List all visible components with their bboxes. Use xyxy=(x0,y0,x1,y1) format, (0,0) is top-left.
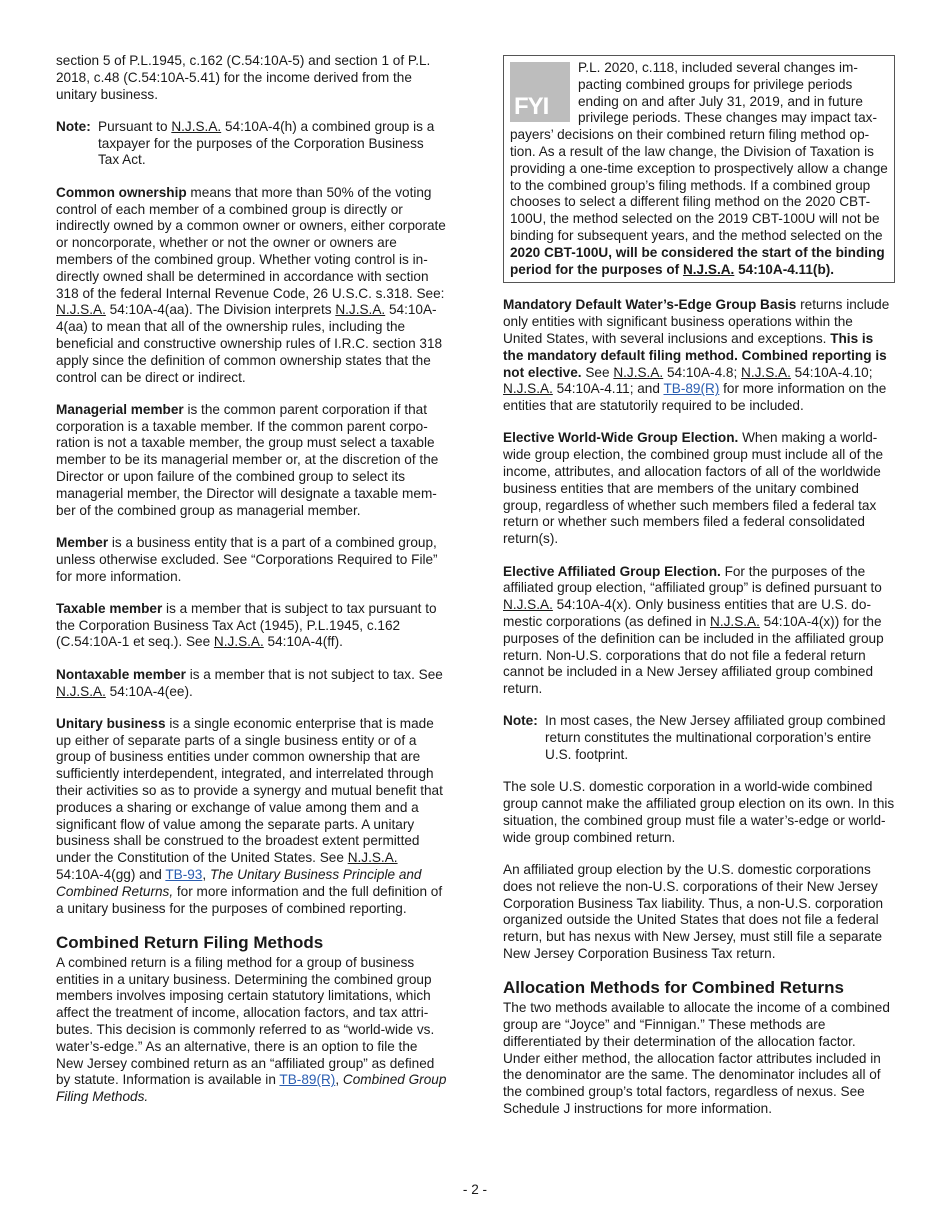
term-waters-edge: Mandatory Default Water’s-Edge Group Basis xyxy=(503,297,797,313)
definition-text: 54:10A-4(ee). xyxy=(105,683,193,699)
njsa-ref: N.J.S.A. xyxy=(503,381,553,397)
definition-text: For the purposes of the affiliated group election, “affiliated group” is defined pursuant to xyxy=(503,563,882,596)
term-taxable-member: Taxable member xyxy=(56,600,163,616)
definition-common-ownership xyxy=(56,185,448,387)
tb-89r-link[interactable]: TB-89(R) xyxy=(279,1072,336,1088)
definition-text: for more information and the full definition of a unitary business for the purposes of combined reporting. xyxy=(56,883,443,916)
definition-affiliated-election xyxy=(503,564,895,698)
filing-methods-paragraph xyxy=(56,955,448,1106)
term-member: Member xyxy=(56,534,109,550)
njsa-ref: N.J.S.A. xyxy=(56,683,106,699)
njsa-ref: N.J.S.A. xyxy=(335,302,386,318)
definition-text: 54:10A-4(aa). The Division interprets xyxy=(105,302,336,318)
fyi-badge-label: FYI xyxy=(514,93,549,120)
definition-unitary-business xyxy=(56,716,448,918)
definition-text: 54:10A-4.10; xyxy=(790,364,873,380)
definition-taxable-member xyxy=(56,601,448,651)
heading-combined-return-filing-methods: Combined Return Filing Methods xyxy=(56,932,324,952)
note-text-part: 54:10A-4(h) a combined group is a taxpayer for the purposes of the Corporation Business Tax Act. xyxy=(98,118,435,168)
definition-text: returns include only entities with significant business operations within the United States, with several inclusions and exceptions. xyxy=(503,297,890,346)
definition-text: 54:10A-4(x)) for the purposes of the definition can be included in the affiliated group return. Non-U.S. corporations that do not file a federal return cannot be included in a New Jersey affiliated group combined return. xyxy=(503,613,884,697)
definition-text: is a business entity that is a part of a combined group, unless otherwise excluded. See “Corporations Required to File” for more information. xyxy=(56,534,438,584)
definition-waters-edge xyxy=(503,297,895,415)
publication-title: The Unitary Business Principle and Combined Returns, xyxy=(56,866,422,899)
note-affiliated-group xyxy=(503,713,895,763)
njsa-ref: N.J.S.A. xyxy=(56,302,106,318)
page-number: - 2 - xyxy=(462,1182,488,1197)
term-world-wide-election: Elective World-Wide Group Election. xyxy=(503,430,739,446)
fyi-bold-text: 2020 CBT-100U, will be considered the start of the binding period for the purposes of xyxy=(510,244,885,277)
note-text: In most cases, the New Jersey affiliated group combined return constitutes the multinational corporation’s entire U.S. footprint. xyxy=(545,713,886,762)
definition-text: , xyxy=(202,866,210,882)
note-label: Note: xyxy=(503,713,538,729)
definition-text: means that more than 50% of the voting control of each member of a combined group is directly or indirectly owned by a common owner or owners, either corporate or noncorporate, whether or not the owner or owners are members of the combined group. Whether voting control is indirectly owned shall be determined in accordance with section 318 of the federal Internal Revenue Code, 26 U.S.C. s.318. See: xyxy=(56,184,446,301)
right-column xyxy=(503,53,895,1133)
note-combined-group xyxy=(56,119,448,169)
term-common-ownership: Common ownership xyxy=(56,184,187,200)
definition-text: 54:10A-4(gg) and xyxy=(56,866,166,882)
tb-93-link[interactable]: TB-93 xyxy=(165,866,203,882)
fyi-text-part: P.L. 2020, c.118, included several changes impacting combined groups for privilege periods ending on and after July 31, 2019, and in future privilege periods. These changes may impact taxpayers’ decisions on their combined return filing method option. As a result of the law change, the Division of Taxation is providing a one-time exception to prospectively allow a change to the combined group’s filing methods. If a combined group chooses to select a different filing method on the 2020 CBT-100U, the method selected on the 2019 CBT-100U will not be binding for subsequent years, and the method selected on the xyxy=(510,60,888,243)
njsa-ref: N.J.S.A. xyxy=(213,634,264,650)
left-column xyxy=(56,53,448,1122)
term-unitary-business: Unitary business xyxy=(56,715,166,731)
publication-title: Combined Group Filing Methods. xyxy=(56,1072,447,1105)
term-managerial-member: Managerial member xyxy=(56,401,184,417)
definition-text: is a single economic enterprise that is made up either of separate parts of a single business entity or of a group of business entities under common ownership that are sufficiently interdependent, integrated, and interrelated through their activities so as to provide a synergy and mutual benefit that produces a sharing or exchange of value among them and a significant flow of value among the separate parts. A unitary business shall be construed to the broadest extent permitted under the Constitution of the United States. See xyxy=(56,715,443,866)
definition-text: for more information on the entities that are statutorily required to be included. xyxy=(503,381,887,414)
definition-text: is a member that is not subject to tax. See xyxy=(185,666,443,682)
note-text-part: Pursuant to xyxy=(98,118,172,134)
heading-allocation-methods: Allocation Methods for Combined Returns xyxy=(503,978,844,998)
definition-text: 54:10A-4(aa) to mean that all of the ownership rules, including the beneficial and constructive ownership rules of I.R.C. section 318 apply since the definition of common ownership states that the control can be direct or indirect. xyxy=(56,302,443,385)
term-nontaxable-member: Nontaxable member xyxy=(56,666,186,682)
definition-nontaxable-member xyxy=(56,667,448,701)
fyi-badge-icon xyxy=(510,62,570,122)
definition-member xyxy=(56,535,448,585)
definition-world-wide-election xyxy=(503,430,895,548)
affiliated-election-paragraph: An affiliated group election by the U.S. domestic corporations does not relieve the non-U.S. corporations of their New Jersey Corporation Business Tax liability. Thus, a non-U.S. corporation organized outside the United States that does not file a federal return, but has nexus with New Jersey, must still file a separate New Jersey Corporation Business Tax return. xyxy=(503,861,884,961)
definition-text: When making a worldwide group election, the combined group must include all of the income, attributes, and allocation factors of all of the worldwide business entities that are members of the unitary combined group, regardless of whether such members filed a federal tax return or whether such members filed a federal consolidated return(s). xyxy=(503,430,884,547)
note-label: Note: xyxy=(56,118,91,134)
njsa-ref: N.J.S.A. xyxy=(682,261,735,277)
tb-89r-link[interactable]: TB-89(R) xyxy=(663,381,720,397)
definition-text: See xyxy=(581,364,614,380)
definition-text: 54:10A-4(x). Only business entities that are U.S. domestic corporations (as defined in xyxy=(503,597,871,629)
definition-text: 54:10A-4(ff). xyxy=(263,634,343,650)
njsa-ref: N.J.S.A. xyxy=(347,850,398,866)
definition-text: is the common parent corporation if that corporation is a taxable member. If the common parent corporation is not a taxable member, the group must select a taxable member to be its managerial member or, at the discretion of the Director or upon failure of the combined group to select its managerial member, the Director will designate a taxable member of the combined group as managerial member. xyxy=(56,401,439,518)
njsa-ref: N.J.S.A. xyxy=(503,597,553,613)
fyi-bold-text: 54:10A-4.11(b). xyxy=(734,261,835,277)
sole-corporation-paragraph: The sole U.S. domestic corporation in a world-wide combined group cannot make the affiliated group election on its own. In this situation, the combined group must file a water’s-edge or world-wide group combined return. xyxy=(503,779,895,845)
njsa-ref: N.J.S.A. xyxy=(171,118,222,134)
note-text xyxy=(98,119,448,169)
intro-paragraph: section 5 of P.L.1945, c.162 (C.54:10A-5) and section 1 of P.L. 2018, c.48 (C.54:10A-5.41) for the income derived from the unitary business. xyxy=(56,53,431,102)
fyi-box xyxy=(503,55,895,283)
mandatory-statement: This is the mandatory default filing method. Combined reporting is not elective. xyxy=(503,330,887,380)
term-affiliated-election: Elective Affiliated Group Election. xyxy=(503,563,721,579)
njsa-ref: N.J.S.A. xyxy=(710,613,760,629)
definition-text: is a member that is subject to tax pursuant to the Corporation Business Tax Act (1945), P.L.1945, c.162 (C.54:10A-1 et seq.). See xyxy=(56,600,437,650)
allocation-methods-paragraph: The two methods available to allocate the income of a combined group are “Joyce” and “Finnigan.” These methods are differentiated by their determination of the allocation factor. Under either method, the allocation factor attributes included in the denominator are the same. The denominator includes all of the combined group’s total factors, regardless of nexus. See Schedule J instructions for more information. xyxy=(503,1000,890,1117)
definition-text: 54:10A-4.11; and xyxy=(552,381,664,397)
paragraph-text: A combined return is a filing method for a group of business entities in a unitary business. Determining the combined group members involves imposing certain statutory limitations, which affect the treatment of income, allocation factors, and tax attributes. This decision is commonly referred to as “world-wide vs. water’s-edge.” As an alternative, there is an option to file the New Jersey combined return as an “affiliated group” as defined by statute. Information is available in xyxy=(56,954,435,1088)
paragraph-text: , xyxy=(335,1072,343,1088)
definition-managerial-member xyxy=(56,402,448,520)
njsa-ref: N.J.S.A. xyxy=(741,364,791,380)
definition-text: 54:10A-4.8; xyxy=(663,364,742,380)
njsa-ref: N.J.S.A. xyxy=(613,364,664,380)
